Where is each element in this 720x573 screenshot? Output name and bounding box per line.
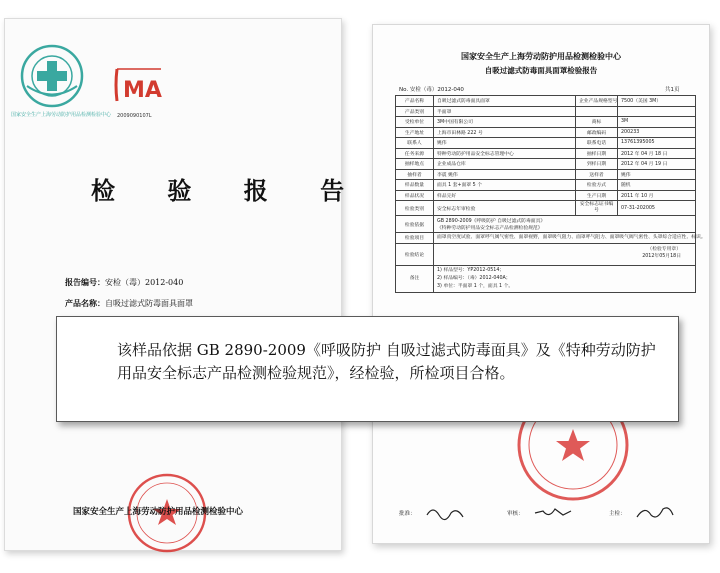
table-row [396,169,696,180]
field-label: 产品类别 [396,106,434,117]
field-label: 抽样地点 [396,159,434,170]
field-label: 企业产品规格型号 [576,96,618,107]
table-row [396,265,696,292]
field-value: 姚伟 [434,138,576,149]
report-heading: 自吸过滤式防毒面具面罩检验报告 [484,66,598,75]
info-value: 安检（毒）2012-040 [105,278,184,287]
signature-icon [635,503,675,523]
field-label: 安全标志证书编号 [576,201,618,216]
basis-line: 《特种劳动防护用品安全标志产品检测检验规范》 [437,226,543,231]
table-row [396,159,696,170]
conclusion-callout [56,316,679,422]
info-value: 自吸过滤式防毒面具面罩 [105,299,193,308]
field-value: 李震 姚伟 [434,169,576,180]
inspection-report-page [372,24,710,544]
field-label: 检验类别 [396,201,434,216]
report-number: No. 安检（毒）2012-040 [399,87,464,93]
field-value: 7500（美国 3M） [618,96,696,107]
field-label: 邮政编码 [576,127,618,138]
field-value: 安全标志年审检验 [434,201,576,216]
table-row [396,233,696,244]
table-row [396,216,696,233]
field-value: 上海市田林路 222 号 [434,127,576,138]
report-cover-page [4,18,367,551]
field-label [576,106,618,117]
table-row [396,106,696,117]
field-value: 13761395005 [618,138,696,149]
field-value: 3M [618,117,696,128]
conclusion-text: 该样品依据 GB 2890-2009《呼吸防护 自吸过滤式防毒面具》及《特种劳动防护用品安全标志产品检测检验规范》，经检验，所检项目合格。 [117,341,656,382]
field-value [618,106,696,117]
field-value: 半面罩 [434,106,576,117]
report-organization: 国家安全生产上海劳动防护用品检测检验中心 [461,52,621,61]
info-label: 产品名称： [65,298,105,308]
reviewer-label: 审核： [507,511,524,517]
table-row [396,190,696,201]
field-label: 送样者 [576,169,618,180]
field-label: 受检单位 [396,117,434,128]
field-value: 2011 年 10 月 [618,190,696,201]
table-row [396,148,696,159]
field-label: 生产日期 [576,190,618,201]
field-label: 到样日期 [576,159,618,170]
field-label: 产品名称 [396,96,434,107]
field-value: 自吸过滤式防毒面具面罩 [434,96,576,107]
inspector-label: 主检： [609,511,626,517]
report-title: 检 验 报 告 [91,176,367,205]
table-row [396,201,696,216]
signature-icon [425,503,465,523]
field-value: 3M中国有限公司 [434,117,576,128]
field-label: 联系人 [396,138,434,149]
field-label: 检验结论 [396,243,434,265]
field-value [434,265,696,292]
table-row [396,96,696,107]
approver-label: 批准： [399,511,416,517]
field-label: 样品状况 [396,190,434,201]
basis-line: GB 2890-2009《呼吸防护 自吸过滤式防毒面具》 [437,219,546,224]
cma-mark: MA [123,78,162,103]
table-row [396,138,696,149]
table-row [396,127,696,138]
field-value: 面具 1 套+面罩 5 个 [434,180,576,191]
report-number-row [65,272,193,293]
table-row [396,243,696,265]
signature-icon [533,503,573,523]
table-row [396,117,696,128]
field-value: 姚伟 [618,169,696,180]
remark-line: 3) 单位：半面罩 1 个，面具 1 个。 [437,283,514,289]
field-label: 抽样者 [396,169,434,180]
field-label: 生产地址 [396,127,434,138]
field-value: 随机 [618,180,696,191]
signature-row [399,503,699,527]
field-value: 样品完好 [434,190,576,201]
field-value: 2012 年 04 月 18 日 [618,148,696,159]
product-name-row [65,293,193,314]
field-label: 商标 [576,117,618,128]
field-label: 检验项目 [396,233,434,244]
emblem-icon [17,41,87,111]
field-label: 抽样日期 [576,148,618,159]
info-label: 报告编号： [65,277,105,287]
field-value: 特种劳动防护用品安全标志管理中心 [434,148,576,159]
field-value: 200233 [618,127,696,138]
stamp-date: 2012年05月18日 [642,253,681,259]
remark-line: 1) 样品型号：YP2012-0514； [437,267,505,273]
inspection-table [395,95,706,293]
field-value [434,243,696,265]
emblem-caption: 国家安全生产上海劳动防护用品检测检验中心 [11,112,112,118]
field-value: 面罩真空度试验、面罩呼气阀气密性、面罩视野，面罩吸气阻力、面罩呼气阻力、面罩吸气阀气密性、头罩综合适应性、标识。 [434,233,696,244]
cma-logo [113,63,165,107]
field-label: 样品数量 [396,180,434,191]
cma-number: 2009090107L [117,113,152,119]
field-value: 2012 年 04 月 19 日 [618,159,696,170]
field-label: 任务来源 [396,148,434,159]
field-label: 检验依据 [396,216,434,233]
field-label: 联系电话 [576,138,618,149]
stamp-note: （检验专用章） [647,246,681,252]
table-row [396,180,696,191]
issuing-organization: 国家安全生产上海劳动防护用品检测检验中心 [73,507,244,517]
field-value: 企业成品仓库 [434,159,576,170]
field-value [434,216,696,233]
field-label: 备注 [396,265,434,292]
remark-line: 2) 样品编号：（毒）2012-040A； [437,275,511,281]
field-value: 07-31-202005 [618,201,696,216]
page-count: 共1页 [665,87,680,93]
field-label: 检验方式 [576,180,618,191]
